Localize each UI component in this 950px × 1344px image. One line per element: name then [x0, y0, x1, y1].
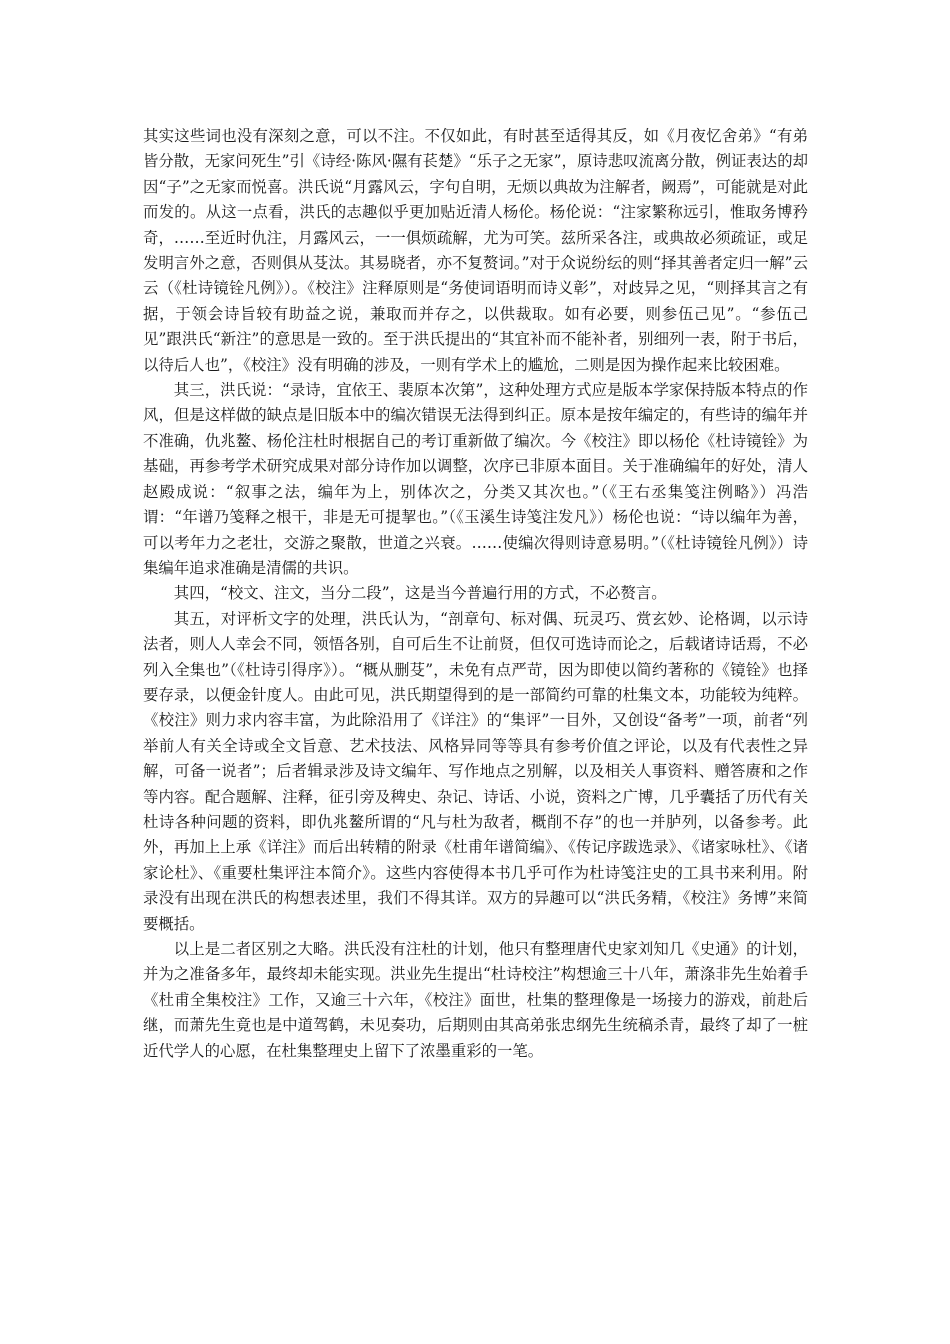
paragraph-point-four: 其四，“校文、注文，当分二段”，这是当今普遍行用的方式，不必赘言。 [173, 584, 667, 603]
paragraph-continuation: 其实这些词也没有深刻之意，可以不注。不仅如此，有时甚至适得其反，如《月夜忆舍弟》“有弟皆分散，无家问死生”引《诗经·陈风·隰有苌楚》“乐子之无家”，原诗悲叹流离分散，例证表达的却因“子”之无家而悦喜。洪氏说“月露风云，字句自明，无烦以典故为注解者，阙焉”，可能就是对此而发的。从这一点看，洪氏的志趣似乎更加贴近清人杨伦。杨伦说：“注家繁称远引，惟取务博矜奇，……至近时仇注，月露风云，一一俱烦疏解，尤为可笑。兹所采各注，或典故必须疏证，或足发明言外之意，否则俱从芟汰。其易晓者，亦不复赘词。”对于众说纷纭的则“择其善者定归一解”云云（《杜诗镜铨凡例》）。《校注》注释原则是“务使词语明而诗义彰”，对歧异之见，“则择其言之有据，于领会诗旨较有助益之说，兼取而并存之，以供裁取。如有必要，则参伍己见”。“参伍己见”跟洪氏“新注”的意思是一致的。至于洪氏提出的“其宜补而不能补者，别细列一表，附于书后，以待后人也”，《校注》没有明确的涉及，一则有学术上的尴尬，二则是因为操作起来比较困难。 [143, 127, 808, 374]
document-body [143, 124, 808, 1064]
paragraph-summary: 以上是二者区别之大略。洪氏没有注杜的计划，他只有整理唐代史家刘知几《史通》的计划，并为之准备多年，最终却未能实现。洪业先生提出“杜诗校注”构想逾三十八年，萧涤非先生始着手《杜甫全集校注》工作，又逾三十六年，《校注》面世，杜集的整理像是一场接力的游戏，前赴后继，而萧先生竟也是中道驾鹤，未见奏功，后期则由其高弟张忠纲先生统稿杀青，最终了却了一桩近代学人的心愿，在杜集整理史上留下了浓墨重彩的一笔。 [143, 940, 808, 1060]
paragraph-point-three: 其三，洪氏说：“录诗，宜依王、裴原本次第”，这种处理方式应是版本学家保持版本特点的作风，但是这样做的缺点是旧版本中的编次错误无法得到纠正。原本是按年编定的，有些诗的编年并不准确，仇兆鳌、杨伦注杜时根据自己的考订重新做了编次。今《校注》即以杨伦《杜诗镜铨》为基础，再参考学术研究成果对部分诗作加以调整，次序已非原本面目。关于准确编年的好处，清人赵殿成说：“叙事之法，编年为上，别体次之，分类又其次也。”（《王右丞集笺注例略》）冯浩谓：“年谱乃笺释之根干，非是无可提挈也。”（《玉溪生诗笺注发凡》）杨伦也说：“诗以编年为善，可以考年力之老壮，交游之聚散，世道之兴衰。……使编次得则诗意易明。”（《杜诗镜铨凡例》）诗集编年追求准确是清儒的共识。 [143, 381, 808, 577]
paragraph-point-five: 其五，对评析文字的处理，洪氏认为，“剖章句、标对偶、玩灵巧、赏玄妙、论格调，以示诗法者，则人人幸会不同，领悟各别，自可后生不让前贤，但仅可选诗而论之，后载诸诗话焉，不必列入全集也”（《杜诗引得序》）。“概从删芟”，未免有点严苛，因为即使以简约著称的《镜铨》也择要存录，以便金针度人。由此可见，洪氏期望得到的是一部简约可靠的杜集文本，功能较为纯粹。《校注》则力求内容丰富，为此除沿用了《详注》的“集评”一目外，又创设“备考”一项，前者“列举前人有关全诗或全文旨意、艺术技法、风格异同等等具有参考价值之评论，以及有代表性之异解，可备一说者”；后者辑录涉及诗文编年、写作地点之别解，以及相关人事资料、赠答赓和之作等内容。配合题解、注释，征引旁及稗史、杂记、诗话、小说，资料之广博，几乎囊括了历代有关杜诗各种问题的资料，即仇兆鳌所谓的“凡与杜为敌者，概削不存”的也一并胪列，以备参考。此外，再加上上承《详注》而后出转精的附录《杜甫年谱简编》、《传记序跋选录》、《诸家咏杜》、《诸家论杜》、《重要杜集评注本简介》。这些内容使得本书几乎可作为杜诗笺注史的工具书来利用。附录没有出现在洪氏的构想表述里，我们不得其详。双方的异趣可以“洪氏务精，《校注》务博”来简要概括。 [143, 609, 808, 933]
